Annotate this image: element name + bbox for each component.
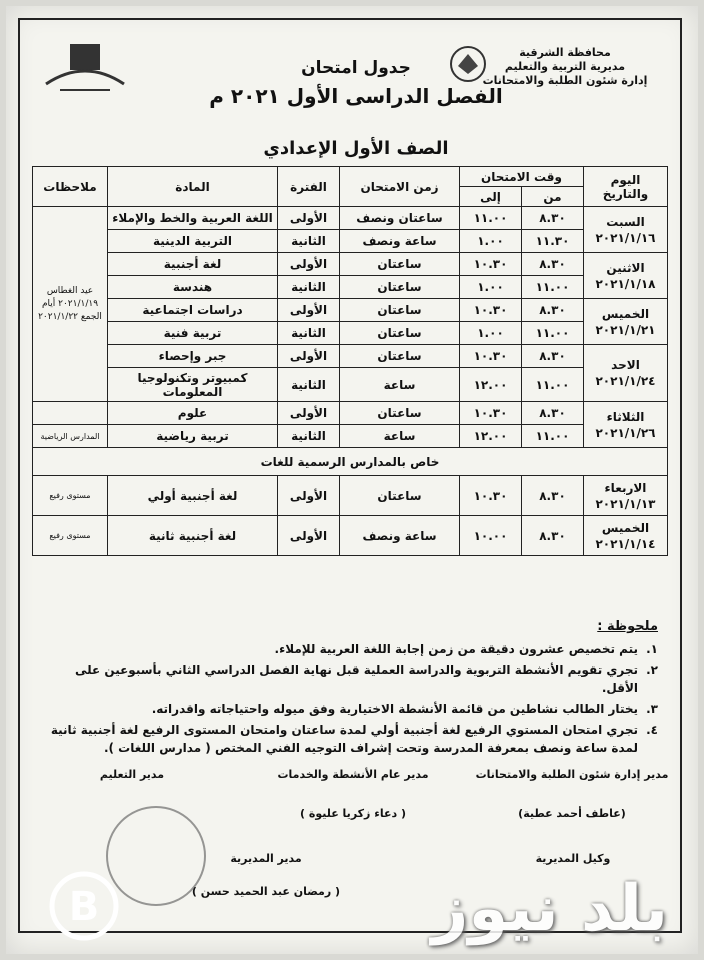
gov-line-2: مديرية التربية والتعليم bbox=[504, 60, 626, 73]
period-cell: الثانية bbox=[278, 322, 340, 345]
holiday-note: عيد الغطاس ٢٠٢١/١/١٩ أيام الجمع ٢٠٢١/١/٢٢ bbox=[33, 207, 108, 402]
table-row bbox=[33, 230, 668, 253]
duration-cell: ساعة bbox=[340, 368, 460, 402]
grade-title: الصف الأول الإعدادي bbox=[263, 138, 449, 159]
col-subject: المادة bbox=[108, 167, 278, 207]
watermark-logo-icon bbox=[46, 868, 122, 944]
col-duration: زمن الامتحان bbox=[340, 167, 460, 207]
subject-cell: هندسة bbox=[108, 276, 278, 299]
table-row bbox=[33, 425, 668, 448]
from-cell: ٨.٣٠ bbox=[522, 476, 584, 516]
period-cell: الثانية bbox=[278, 230, 340, 253]
day-cell: السبت ٢٠٢١/١/١٦ bbox=[584, 207, 668, 253]
subject-cell: لغة أجنبية ثانية bbox=[108, 516, 278, 556]
to-cell: ١٢.٠٠ bbox=[460, 425, 522, 448]
note-item bbox=[38, 640, 658, 658]
signature-name: (عاطف أحمد عطية) bbox=[518, 807, 626, 820]
table-row bbox=[33, 276, 668, 299]
signature-deputy bbox=[508, 852, 638, 865]
col-notes: ملاحظات bbox=[33, 167, 108, 207]
period-cell: الأولى bbox=[278, 476, 340, 516]
document-page bbox=[6, 6, 698, 954]
subject-cell: تربية رياضية bbox=[108, 425, 278, 448]
duration-cell: ساعة bbox=[340, 425, 460, 448]
from-cell: ٨.٣٠ bbox=[522, 402, 584, 425]
day-cell: الخميس ٢٠٢١/١/٢١ bbox=[584, 299, 668, 345]
note-number: ١. bbox=[646, 642, 658, 656]
table-row bbox=[33, 299, 668, 322]
signature-title: مدير إدارة شئون الطلبة والامتحانات bbox=[475, 768, 669, 781]
duration-cell: ساعتان bbox=[340, 276, 460, 299]
eagle-emblem-icon bbox=[40, 40, 130, 98]
from-cell: ٨.٣٠ bbox=[522, 207, 584, 230]
signature-education bbox=[62, 768, 202, 781]
subject-cell: كمبيوتر وتكنولوجيا المعلومات bbox=[108, 368, 278, 402]
note-text: يختار الطالب نشاطين من قائمة الأنشطة الاختيارية وفق ميوله واحتياجاته واقدراته. bbox=[151, 702, 638, 716]
to-cell: ١٠.٣٠ bbox=[460, 476, 522, 516]
note-number: ٣. bbox=[646, 702, 658, 716]
doc-title: جدول امتحان bbox=[301, 58, 411, 78]
signature-activities bbox=[258, 768, 448, 820]
day-cell: الاربعاء ٢٠٢١/١/١٣ bbox=[584, 476, 668, 516]
to-cell: ١.٠٠ bbox=[460, 322, 522, 345]
duration-cell: ساعة ونصف bbox=[340, 230, 460, 253]
title-block bbox=[196, 58, 516, 108]
note-number: ٤. bbox=[646, 723, 658, 737]
notes-section bbox=[38, 618, 658, 760]
note-text: تجري امتحان المستوي الرفيع لغة أجنبية أولي لمدة ساعتان وامتحان المستوى الرفيع لغة أجنبية ثانية لمدة ساعة ونصف بمعرفة المدرسة وتحت إشراف التوجيه الفني المختص ( مدارس اللغات ). bbox=[50, 723, 638, 755]
to-cell: ١٠.٠٠ bbox=[460, 516, 522, 556]
subject-cell: علوم bbox=[108, 402, 278, 425]
signature-title: مدير التعليم bbox=[99, 768, 165, 781]
signature-title: مدير عام الأنشطة والخدمات bbox=[277, 768, 429, 781]
site-watermark: بلد نيوز bbox=[431, 872, 668, 946]
period-cell: الأولى bbox=[278, 299, 340, 322]
note-item bbox=[38, 700, 658, 718]
note-item bbox=[38, 721, 658, 757]
day-cell: الثلاثاء ٢٠٢١/١/٢٦ bbox=[584, 402, 668, 448]
day-cell: الخميس ٢٠٢١/١/١٤ bbox=[584, 516, 668, 556]
to-cell: ١.٠٠ bbox=[460, 230, 522, 253]
col-from: من bbox=[522, 187, 584, 207]
col-to: إلى bbox=[460, 187, 522, 207]
subject-cell: تربية فنية bbox=[108, 322, 278, 345]
note-text: يتم تخصيص عشرون دقيقة من زمن إجابة اللغة العربية للإملاء. bbox=[274, 642, 638, 656]
term-title: الفصل الدراسى الأول ٢٠٢١ م bbox=[209, 84, 503, 108]
from-cell: ٨.٣٠ bbox=[522, 516, 584, 556]
table-row bbox=[33, 345, 668, 368]
from-cell: ١١.٠٠ bbox=[522, 276, 584, 299]
duration-cell: ساعة ونصف bbox=[340, 516, 460, 556]
duration-cell: ساعتان bbox=[340, 476, 460, 516]
table-row bbox=[33, 368, 668, 402]
from-cell: ١١.٣٠ bbox=[522, 230, 584, 253]
col-period: الفترة bbox=[278, 167, 340, 207]
to-cell: ١٠.٣٠ bbox=[460, 253, 522, 276]
table-row bbox=[33, 476, 668, 516]
period-cell: الثانية bbox=[278, 368, 340, 402]
empty-note-cell bbox=[33, 402, 108, 425]
exam-schedule-table bbox=[32, 166, 668, 556]
level-note: مستوى رفيع bbox=[33, 516, 108, 556]
subject-cell: اللغة العربية والخط والإملاء bbox=[108, 207, 278, 230]
to-cell: ١١.٠٠ bbox=[460, 207, 522, 230]
day-cell: الاحد ٢٠٢١/١/٢٤ bbox=[584, 345, 668, 402]
signature-name: ( دعاء زكريا عليوة ) bbox=[299, 807, 406, 820]
to-cell: ١.٠٠ bbox=[460, 276, 522, 299]
subject-cell: دراسات اجتماعية bbox=[108, 299, 278, 322]
table-row bbox=[33, 322, 668, 345]
from-cell: ١١.٠٠ bbox=[522, 368, 584, 402]
from-cell: ١١.٠٠ bbox=[522, 425, 584, 448]
period-cell: الأولى bbox=[278, 253, 340, 276]
sports-note: المدارس الرياضية bbox=[33, 425, 108, 448]
table-row bbox=[33, 402, 668, 425]
signature-title: وكيل المديرية bbox=[535, 852, 611, 865]
note-text: تجري تقويم الأنشطة التربوية والدراسة العملية قبل نهاية الفصل الدراسي الثاني بأسبوعين على الأقل. bbox=[74, 663, 638, 695]
to-cell: ١٢.٠٠ bbox=[460, 368, 522, 402]
period-cell: الثانية bbox=[278, 276, 340, 299]
duration-cell: ساعتان bbox=[340, 345, 460, 368]
from-cell: ٨.٣٠ bbox=[522, 253, 584, 276]
col-time: وقت الامتحان bbox=[460, 167, 584, 187]
duration-cell: ساعتان bbox=[340, 299, 460, 322]
signature-student-affairs bbox=[472, 768, 672, 820]
period-cell: الأولى bbox=[278, 402, 340, 425]
note-item bbox=[38, 661, 658, 697]
gov-line-1: محافظة الشرقية bbox=[519, 46, 611, 59]
table-row bbox=[33, 516, 668, 556]
to-cell: ١٠.٣٠ bbox=[460, 299, 522, 322]
note-number: ٢. bbox=[646, 663, 658, 677]
from-cell: ١١.٠٠ bbox=[522, 322, 584, 345]
subject-cell: جبر وإحصاء bbox=[108, 345, 278, 368]
period-cell: الأولى bbox=[278, 345, 340, 368]
duration-cell: ساعتان bbox=[340, 402, 460, 425]
gov-line-3: إدارة شئون الطلبة والامتحانات bbox=[482, 74, 648, 87]
special-title: خاص بالمدارس الرسمية للغات bbox=[33, 448, 668, 476]
table-row bbox=[33, 253, 668, 276]
duration-cell: ساعتان ونصف bbox=[340, 207, 460, 230]
signature-name: ( رمضان عبد الحميد حسن ) bbox=[191, 885, 341, 898]
col-day: اليوم والتاريخ bbox=[584, 167, 668, 207]
svg-text:B: B bbox=[68, 884, 100, 930]
period-cell: الأولى bbox=[278, 207, 340, 230]
subject-cell: لغة أجنبية bbox=[108, 253, 278, 276]
signature-title: مدير المديرية bbox=[230, 852, 302, 865]
duration-cell: ساعتان bbox=[340, 253, 460, 276]
subject-cell: لغة أجنبية أولي bbox=[108, 476, 278, 516]
table-row bbox=[33, 207, 668, 230]
to-cell: ١٠.٣٠ bbox=[460, 345, 522, 368]
from-cell: ٨.٣٠ bbox=[522, 345, 584, 368]
duration-cell: ساعتان bbox=[340, 322, 460, 345]
notes-heading: ملحوظة : bbox=[597, 619, 658, 634]
period-cell: الثانية bbox=[278, 425, 340, 448]
to-cell: ١٠.٣٠ bbox=[460, 402, 522, 425]
subject-cell: التربية الدينية bbox=[108, 230, 278, 253]
from-cell: ٨.٣٠ bbox=[522, 299, 584, 322]
period-cell: الأولى bbox=[278, 516, 340, 556]
day-cell: الاثنين ٢٠٢١/١/١٨ bbox=[584, 253, 668, 299]
level-note: مستوى رفيع bbox=[33, 476, 108, 516]
special-section-title-row bbox=[33, 448, 668, 476]
